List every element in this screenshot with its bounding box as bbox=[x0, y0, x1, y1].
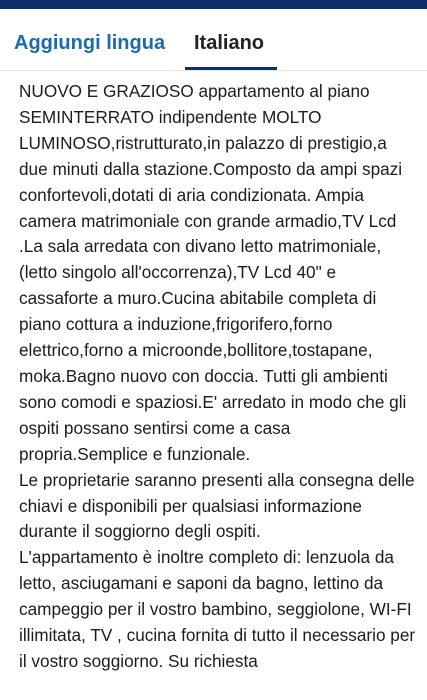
listing-description bbox=[19, 79, 417, 700]
top-status-strip bbox=[0, 0, 427, 9]
active-tab-indicator bbox=[185, 67, 277, 70]
description-paragraph: Le proprietarie saranno presenti alla consegna delle chiavi e disponibili per qualsiasi informazione durante il soggiorno degli ospiti. bbox=[19, 469, 415, 542]
tab-italiano[interactable]: Italiano bbox=[194, 32, 265, 54]
description-paragraph: NUOVO E GRAZIOSO appartamento al piano SEMINTERRATO indipendente MOLTO LUMINOSO,ristrutturato,in palazzo di prestigio,a due minuti dalla stazione.Composto da ampi spazi confortevoli,dotati di aria condizionata. Ampia camera matrimoniale con grande armadio,TV Lcd .La sala arredata con divano letto matrimoniale,(letto singolo all'occorrenza),TV Lcd 40" e cassaforte a muro.Cucina abitabile completa di piano cottura a induzione,frigorifero,forno elettrico,forno a microonde,bollitore,tostapane, moka.Bagno nuovo con doccia. Tutti gli ambienti sono comodi e spaziosi.E' arredato in modo che gli ospiti possano sentirsi come a casa propria.Semplice e funzionale. bbox=[19, 81, 407, 464]
language-tab-bar bbox=[0, 9, 427, 71]
tab-add-language[interactable]: Aggiungi lingua bbox=[14, 32, 166, 54]
description-paragraph: L'appartamento è inoltre completo di: lenzuola da letto, asciugamani e saponi da bagno, lettino da campeggio per il vostro bambino, seggiolone, WI-FI illimitata, TV , cucina fornita di tutto il necessario per il vostro soggiorno. Su richiesta bbox=[19, 547, 416, 671]
